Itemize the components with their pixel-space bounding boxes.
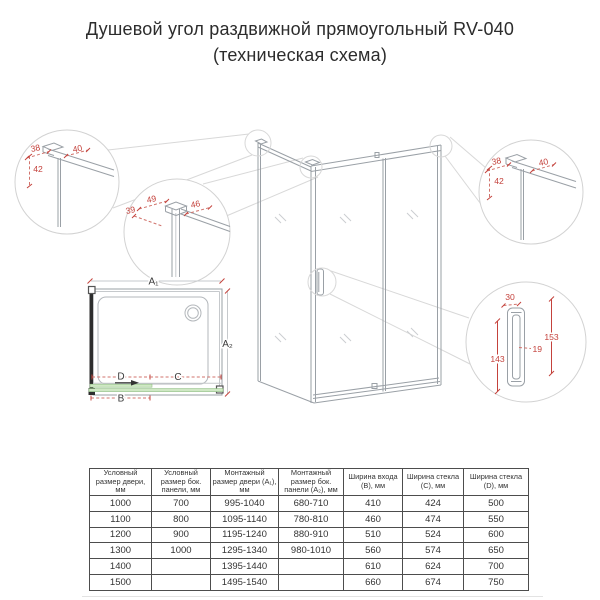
- table-cell: 995-1040: [211, 496, 279, 512]
- dim-153-label: 153: [544, 332, 559, 342]
- table-cell: 1095-1140: [211, 511, 279, 527]
- table-cell: 1295-1340: [211, 543, 279, 559]
- table-cell: 1000: [90, 496, 152, 512]
- table-cell: 410: [344, 496, 403, 512]
- dim-a2-label: A₂: [222, 339, 233, 350]
- column-header: Монтажный размер бок. панели (A₂), мм: [279, 469, 344, 496]
- dim-38-label: 38: [29, 142, 42, 154]
- table-cell: 1000: [152, 543, 211, 559]
- table-cell: 1400: [90, 559, 152, 575]
- detail-handle-view: [466, 282, 586, 402]
- table-cell: 550: [464, 511, 529, 527]
- technical-diagram: [0, 90, 600, 440]
- dim-143-label: 143: [490, 354, 505, 364]
- table-cell: 1300: [90, 543, 152, 559]
- dim-a1-label: A₁: [148, 276, 159, 288]
- table-cell: 474: [403, 511, 464, 527]
- dim-19-label: 19: [532, 344, 543, 354]
- fixed-panel-glass: [89, 389, 223, 392]
- table-cell: 650: [464, 543, 529, 559]
- table-cell: 600: [464, 527, 529, 543]
- table-row: [90, 543, 529, 559]
- dim-40-label: 40: [71, 142, 84, 155]
- table-cell: 1200: [90, 527, 152, 543]
- dim-c-label: C: [174, 372, 182, 383]
- dim-49-label: 49: [145, 193, 158, 205]
- enclosure-3d-view: [245, 130, 452, 403]
- door-handle: [317, 269, 324, 295]
- table-cell: 880-910: [279, 527, 344, 543]
- table-header-row: [90, 469, 529, 496]
- shower-tray: [98, 297, 208, 384]
- table-row: [90, 559, 529, 575]
- page-title: [0, 16, 600, 68]
- title-line-1: Душевой угол раздвижной прямоугольный RV-040: [85, 19, 515, 39]
- detail-top-right-corner: [479, 140, 583, 244]
- sliding-door-glass: [90, 384, 152, 387]
- table-cell: 680-710: [279, 496, 344, 512]
- table-cell: 624: [403, 559, 464, 575]
- table-cell: 700: [464, 559, 529, 575]
- table-cell: 1500: [90, 574, 152, 590]
- table-cell: 510: [344, 527, 403, 543]
- table-cell: 524: [403, 527, 464, 543]
- size-table: [89, 468, 529, 591]
- table-cell: 574: [403, 543, 464, 559]
- table-cell: 500: [464, 496, 529, 512]
- dim-46-label: 46: [189, 198, 202, 210]
- wall-bracket-top: [89, 287, 96, 294]
- column-header: Условный размер двери, мм: [90, 469, 152, 496]
- column-header: Ширина стекла (C), мм: [403, 469, 464, 496]
- dim-d-label: D: [117, 371, 125, 383]
- column-header: Условный размер бок. панели, мм: [152, 469, 211, 496]
- table-cell: 980-1010: [279, 543, 344, 559]
- table-cell: 800: [152, 511, 211, 527]
- dim-42-label: 42: [33, 164, 43, 174]
- detail-wall-post-view: [124, 179, 230, 285]
- table-cell: 424: [403, 496, 464, 512]
- dim-b-label: B: [117, 393, 125, 405]
- table-cell: 780-810: [279, 511, 344, 527]
- title-line-2: (техническая схема): [212, 45, 388, 65]
- table-cell: 1395-1440: [211, 559, 279, 575]
- column-header: Монтажный размер двери (A₁), мм: [211, 469, 279, 496]
- detail-marker-circle: [308, 268, 336, 296]
- table-cell: 1495-1540: [211, 574, 279, 590]
- table-row: [90, 574, 529, 590]
- table-cell: 750: [464, 574, 529, 590]
- table-cell: 700: [152, 496, 211, 512]
- table-cell: 674: [403, 574, 464, 590]
- column-header: Ширина стекла (D), мм: [464, 469, 529, 496]
- top-plan-view: [88, 277, 233, 405]
- table-cell: 1195-1240: [211, 527, 279, 543]
- table-cell: 560: [344, 543, 403, 559]
- table-cell: [152, 559, 211, 575]
- dim-38-label: 38: [490, 155, 503, 167]
- dim-40-label: 40: [537, 156, 550, 168]
- footer-divider: [82, 596, 543, 597]
- table-row: [90, 496, 529, 512]
- column-header: Ширина входа (B), мм: [344, 469, 403, 496]
- table-cell: 900: [152, 527, 211, 543]
- table-cell: 610: [344, 559, 403, 575]
- table-cell: 460: [344, 511, 403, 527]
- table-cell: 660: [344, 574, 403, 590]
- dim-39-label: 39: [124, 204, 137, 216]
- table-cell: 1100: [90, 511, 152, 527]
- table-row: [90, 527, 529, 543]
- table-row: [90, 511, 529, 527]
- detail-top-left-corner: [15, 130, 119, 234]
- table-cell: [279, 559, 344, 575]
- table-cell: [279, 574, 344, 590]
- dim-42-label: 42: [494, 176, 504, 186]
- table-cell: [152, 574, 211, 590]
- dim-30-label: 30: [505, 292, 515, 302]
- wall-profile-bar: [90, 294, 94, 388]
